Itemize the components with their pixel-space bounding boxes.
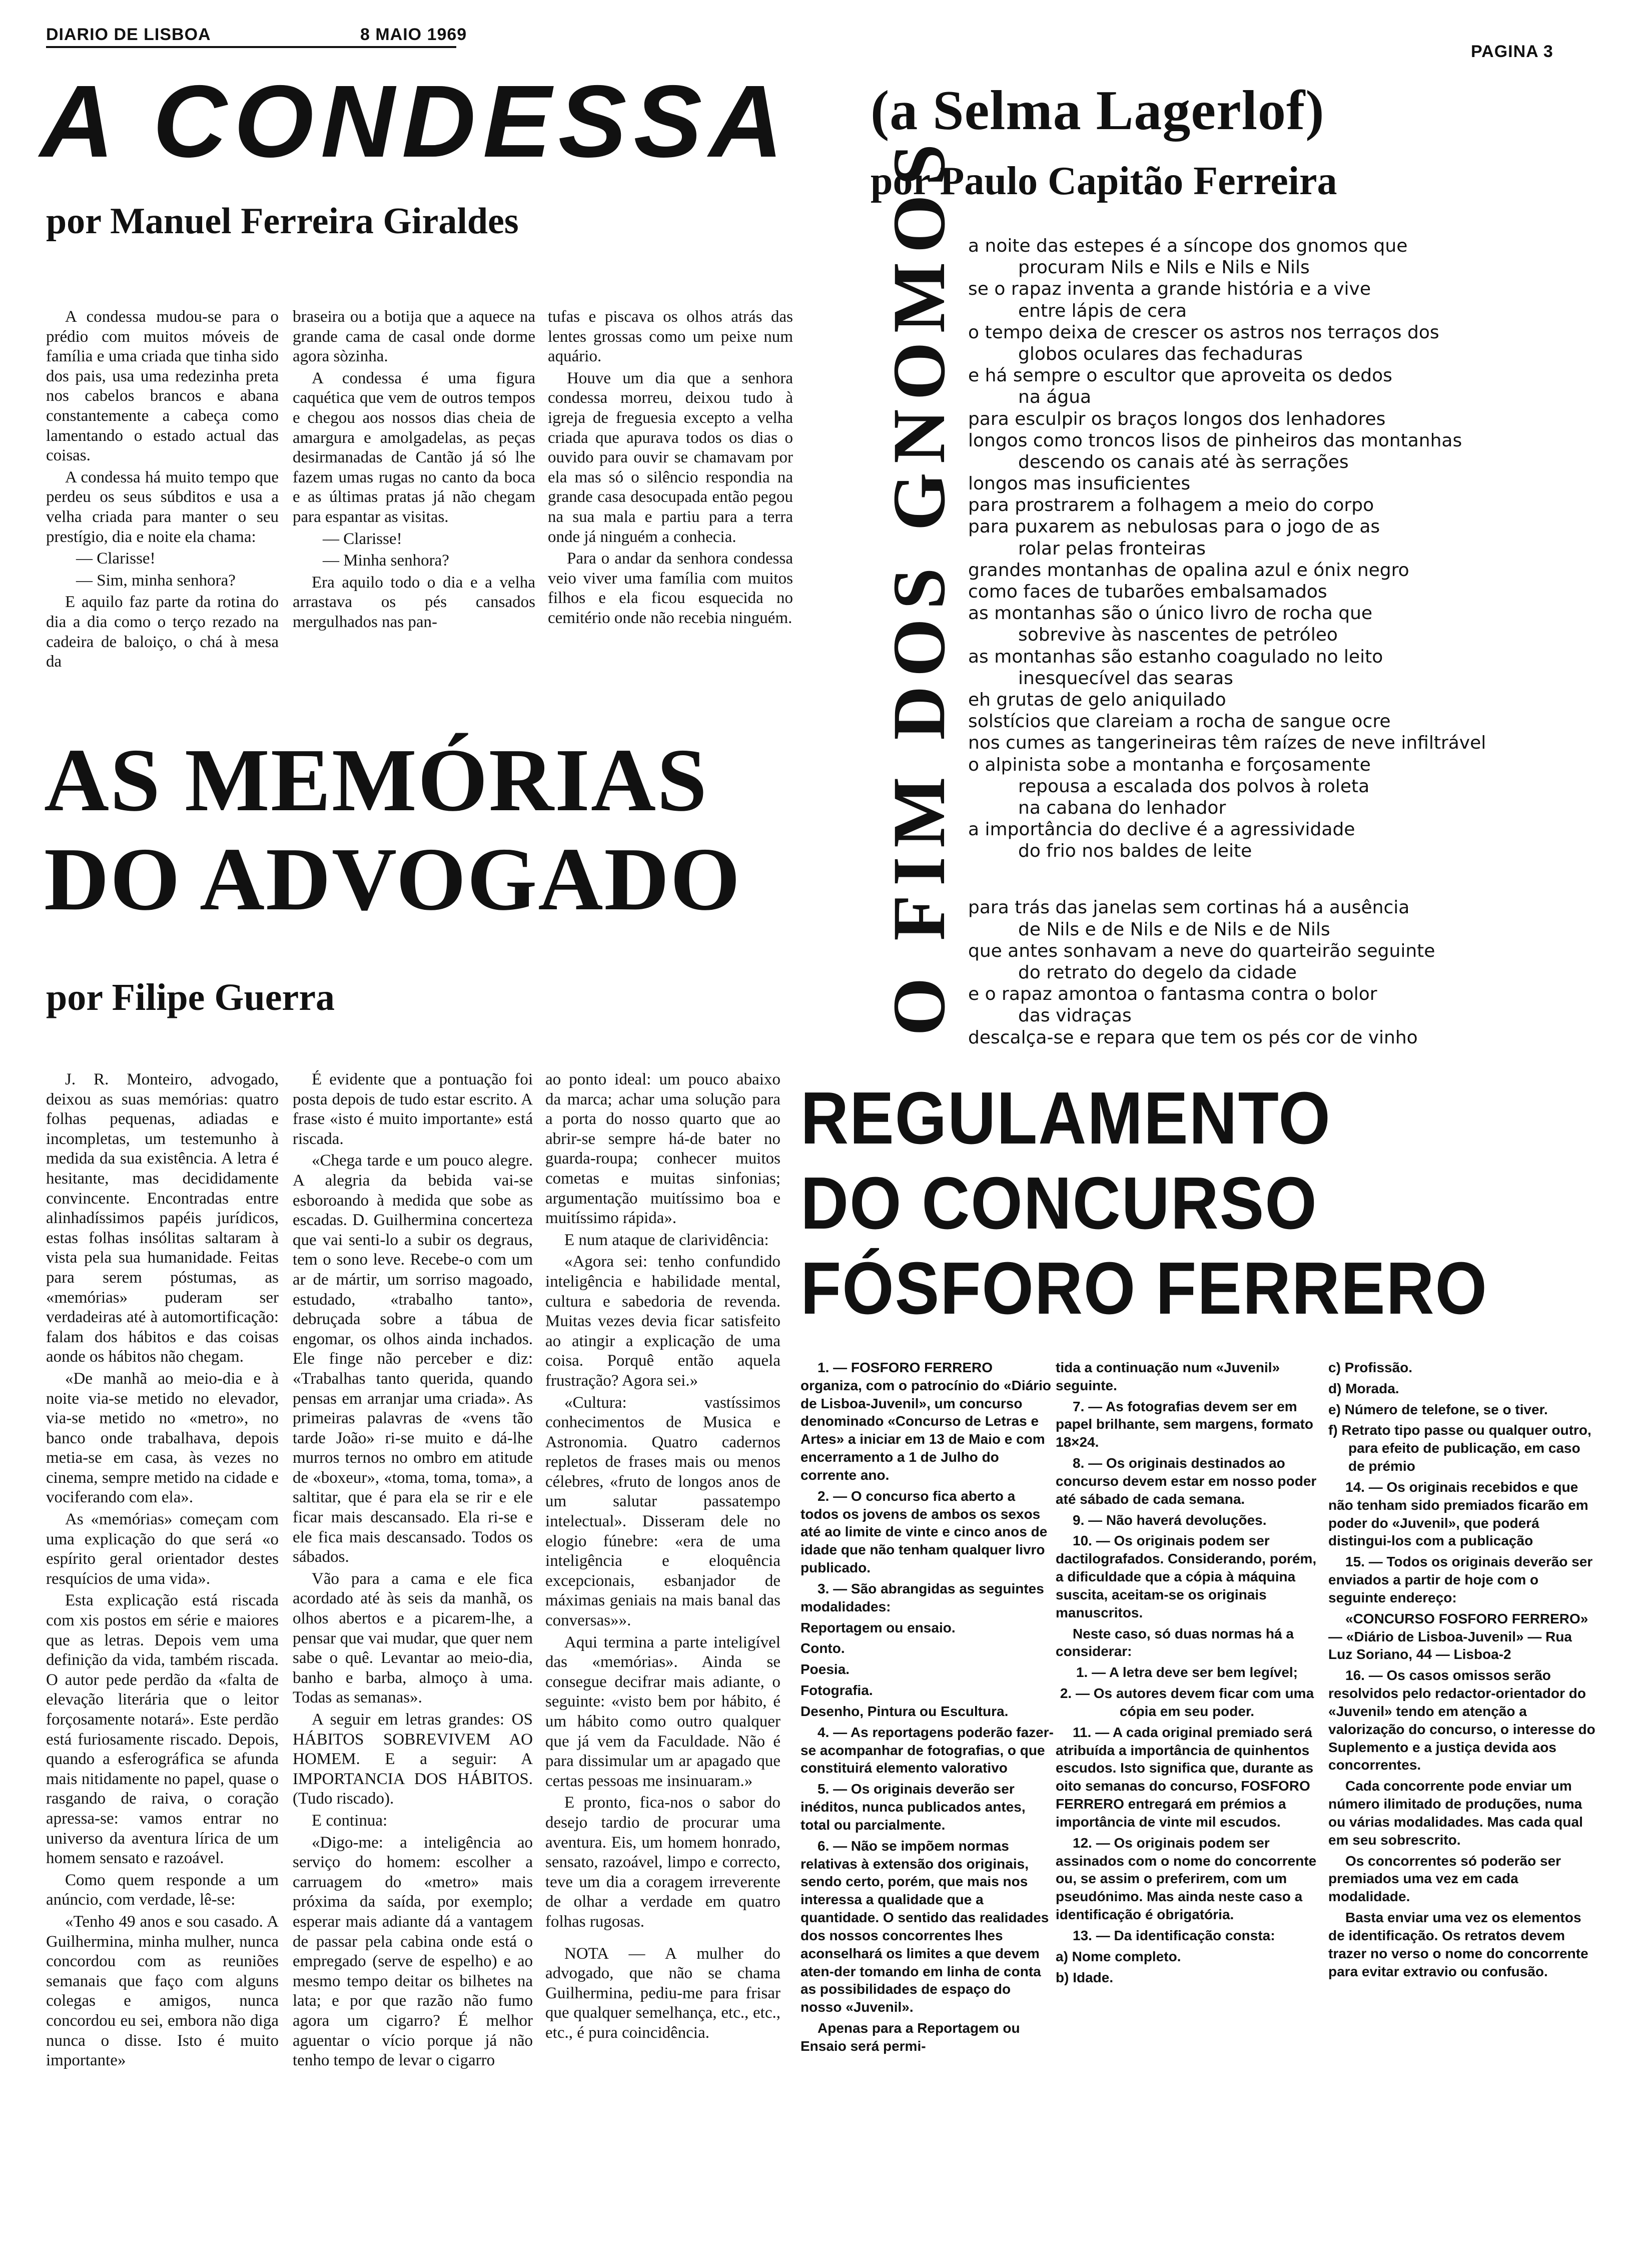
title-line: REGULAMENTO bbox=[800, 1077, 1331, 1160]
rule-paragraph: 16. — Os casos omissos serão resolvidos pelo redactor-orientador do «Juvenil» tendo em atenção a valorização do concurso, o interesse do Suplemento e a justiça devida aos concorrentes. bbox=[1328, 1667, 1595, 1773]
regulamento-column-1 bbox=[800, 1359, 1056, 2058]
poem-line: grandes montanhas de opalina azul e ónix negro bbox=[968, 559, 1409, 581]
poem-line: para prostrarem a folhagem a meio do corpo bbox=[968, 495, 1374, 516]
title-line: DO CONCURSO bbox=[800, 1162, 1318, 1245]
poem-line: na água bbox=[1018, 387, 1092, 408]
dialogue-line: — Sim, minha senhora? bbox=[76, 571, 236, 590]
paragraph: E num ataque de clarividência: bbox=[564, 1231, 769, 1249]
byline-memorias: por Filipe Guerra bbox=[46, 976, 335, 1018]
rule-paragraph: d) Morada. bbox=[1328, 1380, 1399, 1396]
poem-line: repousa a escalada dos polvos à roleta bbox=[1018, 776, 1370, 797]
byline-poem: por Paulo Capitão Ferreira bbox=[871, 159, 1337, 203]
paragraph: «De manhã ao meio-dia e à noite via-se metido no elevador, via-se metido no «metro», no banco onde trabalhava, depois metia-se em casa, às vezes no cinema, sempre metido na cidade e vociferando com ela». bbox=[46, 1369, 279, 1507]
rule-paragraph: 9. — Não haverá devoluções. bbox=[1073, 1512, 1267, 1528]
poem-line: a importância do declive é a agressividade bbox=[968, 819, 1355, 840]
story-title-condessa: A CONDESSA bbox=[40, 64, 790, 179]
title-line: AS MEMÓRIAS bbox=[44, 730, 708, 830]
rule-paragraph: «CONCURSO FOSFORO FERRERO» — «Diário de Lisboa-Juvenil» — Rua Luz Soriano, 44 — Lisboa-2 bbox=[1328, 1610, 1588, 1662]
poem-line: do retrato do degelo da cidade bbox=[1018, 962, 1297, 983]
rule-paragraph: Fotografia. bbox=[800, 1682, 873, 1698]
poem-line: solstícios que clareiam a rocha de sangue ocre bbox=[968, 711, 1391, 732]
poem-line: que antes sonhavam a neve do quarteirão seguinte bbox=[968, 940, 1435, 961]
rule-paragraph: 7. — As fotografias devem ser em papel brilhante, sem margens, formato 18×24. bbox=[1056, 1398, 1314, 1450]
masthead-rule bbox=[46, 46, 456, 48]
poem-line: de Nils e de Nils e de Nils e de Nils bbox=[1018, 919, 1330, 940]
paragraph: «Chega tarde e um pouco alegre. A alegria da bebida vai-se esboroando à medida que sobe as escadas. D. Guilhermina concerteza que vai senti-lo a subir os degraus, tem o sono leve. Recebe-o com um ar de mártir, um sorriso magoado, estudado, «trabalho tanto», debruçada sobre a tábua de engomar, os olhos ainda inchados. Ele finge não perceber e diz: «Trabalhas tanto querida, quando pensas em arranjar uma criada». As primeiras palavras de «vens tão tarde João» ri-se muito e dá-lhe murros ternos no ombro em atitude de «boxeur», «toma, toma, toma», a saltitar, que é para ela se rir e ele ficar mais descansado. Ela ri-se e ele fica mais descansado. Todos os sábados. bbox=[293, 1152, 533, 1566]
poem-line: inesquecível das searas bbox=[1018, 668, 1233, 689]
issue-date: 8 MAIO 1969 bbox=[360, 25, 467, 44]
rule-paragraph: 12. — Os originais podem ser assinados com o nome do concorrente ou, se assim o preferirem, com um pseudónimo. Mas ainda neste caso a identificação é obrigatória. bbox=[1056, 1835, 1317, 1923]
rule-paragraph: 8. — Os originais destinados ao concurso devem estar em nosso poder até sábado de cada semana. bbox=[1056, 1455, 1317, 1507]
newspaper-masthead bbox=[46, 25, 211, 45]
poem-line: como faces de tubarões embalsamados bbox=[968, 582, 1327, 602]
rule-paragraph: Basta enviar uma vez os elementos de identificação. Os retratos devem trazer no verso o nome do concorrente para evitar extravio ou confusão. bbox=[1328, 1910, 1588, 1979]
poem-line: para trás das janelas sem cortinas há a ausência bbox=[968, 897, 1410, 918]
poem-vertical-title: O FIM DOS GNOMOS bbox=[878, 135, 961, 1036]
poem-line: procuram Nils e Nils e Nils e Nils bbox=[1018, 257, 1310, 278]
rule-paragraph: Apenas para a Reportagem ou Ensaio será permi- bbox=[800, 2020, 1020, 2054]
paragraph: Houve um dia que a senhora condessa morreu, deixou tudo à igreja de freguesia excepto a velha criada que apurava todos os dias o ouvido para ouvir se chamavam por ela mas só o silêncio respondia na grande casa desocupada então pegou na sua mala e partiu para a terra onde já ninguém a conhecia. bbox=[548, 369, 793, 546]
rule-paragraph: a) Nome completo. bbox=[1056, 1948, 1181, 1964]
rule-paragraph: 6. — Não se impõem normas relativas à extensão dos originais, sendo certo, porém, que mais nos interessa a qualidade que a quantidade. O sentido das realidades dos nossos concorrentes lhes aconselhará os limites a que devem aten-der tomando em linha de conta as possibilidades de espaço do nosso «Juvenil». bbox=[800, 1838, 1049, 2015]
rule-paragraph: 1. — FOSFORO FERRERO organiza, com o patrocínio do «Diário de Lisboa-Juvenil», um concurso denominado «Concurso de Letras e Artes» a iniciar em 13 de Maio e com encerramento a 1 de Julho do corrente ano. bbox=[800, 1360, 1051, 1483]
poem-stanza-1 bbox=[968, 235, 1628, 862]
rule-paragraph: Reportagem ou ensaio. bbox=[800, 1619, 956, 1635]
poem-line: a noite das estepes é a síncope dos gnomos que bbox=[968, 236, 1408, 256]
rule-paragraph: Os concorrentes só poderão ser premiados uma vez em cada modalidade. bbox=[1328, 1853, 1561, 1905]
story-title-memorias bbox=[44, 731, 741, 929]
note-paragraph: NOTA — A mulher do advogado, que não se chama Guilhermina, pediu-me para frisar que qualquer semelhança, etc., etc., etc., é pura coincidência. bbox=[545, 1944, 780, 2042]
rule-paragraph: 1. — A letra deve ser bem legível; bbox=[1076, 1664, 1298, 1680]
poem-line: se o rapaz inventa a grande história e a vive bbox=[968, 279, 1371, 300]
memorias-column-2 bbox=[293, 1070, 533, 2073]
rule-paragraph: 2. — Os autores devem ficar com uma cópia em seu poder. bbox=[1060, 1685, 1314, 1719]
poem-line: e o rapaz amontoa o fantasma contra o bolor bbox=[968, 984, 1377, 1005]
poem-line: globos oculares das fechaduras bbox=[1018, 343, 1303, 364]
rule-paragraph: b) Idade. bbox=[1056, 1969, 1114, 1985]
paragraph: tufas e piscava os olhos atrás das lentes grossas como um peixe num aquário. bbox=[548, 308, 793, 366]
title-line: FÓSFORO FERRERO bbox=[800, 1247, 1488, 1330]
newspaper-name: DIARIO DE LISBOA bbox=[46, 25, 211, 44]
poem-line: para puxarem as nebulosas para o jogo de as bbox=[968, 516, 1380, 537]
poem-line: entre lápis de cera bbox=[1018, 300, 1187, 321]
paragraph: «Cultura: vastíssimos conhecimentos de Musica e Astronomia. Quatro cadernos repletos de frases mais ou menos célebres, «fruto de longos anos de um salutar passatempo intelectual». Disseram dele no elogio fúnebre: «era de uma inteligência e eloquência excepcionais, esbanjador de máximas geniais na mais banal das conversas»». bbox=[545, 1393, 780, 1630]
story-title-regulamento bbox=[800, 1076, 1488, 1332]
poem-body bbox=[968, 235, 1628, 1048]
poem-line: para esculpir os braços longos dos lenhadores bbox=[968, 408, 1386, 429]
dialogue-line: — Clarisse! bbox=[323, 529, 402, 548]
poem-line: na cabana do lenhador bbox=[1018, 797, 1226, 818]
rule-paragraph: 4. — As reportagens poderão fazer-se acompanhar de fotografias, o que constituirá elemento valorativo bbox=[800, 1724, 1054, 1776]
poem-line: e há sempre o escultor que aproveita os dedos bbox=[968, 365, 1392, 386]
rule-paragraph: Poesia. bbox=[800, 1661, 850, 1677]
poem-line: do frio nos baldes de leite bbox=[1018, 841, 1252, 862]
poem-line: das vidraças bbox=[1018, 1005, 1132, 1026]
paragraph: E aquilo faz parte da rotina do dia a dia como o terço rezado na cadeira de baloiço, o chá à mesa da bbox=[46, 593, 279, 671]
poem-line: eh grutas de gelo aniquilado bbox=[968, 689, 1226, 710]
paragraph: ao ponto ideal: um pouco abaixo da marca; achar uma solução para a porta do nosso quarto que ao abrir-se sempre há-de bater no guarda-roupa; conhecer muitos cometas e muitas sinfonias; argumentação muitíssimo boa e muitíssimo rápida». bbox=[545, 1070, 780, 1228]
dialogue-line: — Clarisse! bbox=[76, 549, 156, 568]
poem-stanza-2 bbox=[968, 897, 1628, 1048]
rule-paragraph: 10. — Os originais podem ser dactilografados. Considerando, porém, a dificuldade que a cópia à máquina suscita, aceitam-se os originais manuscritos. bbox=[1056, 1533, 1317, 1620]
poem-line: longos mas insuficientes bbox=[968, 473, 1191, 494]
poem-line: descalça-se e repara que tem os pés cor de vinho bbox=[968, 1027, 1418, 1048]
rule-paragraph: c) Profissão. bbox=[1328, 1360, 1413, 1375]
rule-paragraph: f) Retrato tipo passe ou qualquer outro, para efeito de publicação, em caso de prémio bbox=[1328, 1422, 1591, 1474]
paragraph: Para o andar da senhora condessa veio viver uma família com muitos filhos e ela ficou esquecida no cemitério onde não recebia ninguém. bbox=[548, 549, 793, 627]
paragraph: Como quem responde a um anúncio, com verdade, lê-se: bbox=[46, 1871, 279, 1909]
byline-condessa: por Manuel Ferreira Giraldes bbox=[46, 201, 519, 242]
paragraph: «Agora sei: tenho confundido inteligência e habilidade mental, cultura e sabedoria de revenda. Muitas vezes devia ficar satisfeito ao atingir a explicação de uma coisa. Porquê então aquela frustração? Agora sei.» bbox=[545, 1253, 780, 1390]
paragraph: «Digo-me: a inteligência ao serviço do homem: escolher a carruagem do «metro» mais próxima da saída, por exemplo; esperar mais adiante dá a vantagem de passar pela cabina onde está o empregado (serve de espelho) e ao mesmo tempo deitar os bilhetes na lata; e por que razão não fumo agora um cigarro? É melhor aguentar o vício porque já não tenho tempo de levar o cigarro bbox=[293, 1833, 533, 2070]
rule-paragraph: Desenho, Pintura ou Escultura. bbox=[800, 1703, 1009, 1719]
poem-line: rolar pelas fronteiras bbox=[1018, 538, 1206, 559]
paragraph: braseira ou a botija que a aquece na grande cama de casal onde dorme agora sòzinha. bbox=[293, 308, 535, 366]
paragraph: A seguir em letras grandes: OS HÁBITOS SOBREVIVEM AO HOMEM. E a seguir: A IMPORTANCIA DOS HÁBITOS. (Tudo riscado). bbox=[293, 1711, 533, 1808]
rule-paragraph: Cada concorrente pode enviar um número ilimitado de produções, numa ou várias modalidades. Mas cada qual em seu sobrescrito. bbox=[1328, 1778, 1583, 1848]
poem-line: o alpinista sobe a montanha e forçosamente bbox=[968, 754, 1371, 775]
condessa-column-1 bbox=[46, 307, 279, 674]
dialogue-line: — Minha senhora? bbox=[323, 551, 449, 570]
poem-line: as montanhas são o único livro de rocha que bbox=[968, 603, 1373, 624]
poem-line: as montanhas são estanho coagulado no leito bbox=[968, 646, 1383, 667]
rule-paragraph: 11. — A cada original premiado será atribuída a importância de quinhentos escudos. Isto significa que, durante as oito semanas do concurso, FOSFORO FERRERO entregará em prémios a importância de vinte mil escudos. bbox=[1056, 1724, 1314, 1830]
paragraph: Era aquilo todo o dia e a velha arrastava os pés cansados mergulhados nas pan- bbox=[293, 573, 535, 631]
poem-subtitle: (a Selma Lagerlof) bbox=[871, 80, 1325, 142]
paragraph: Esta explicação está riscada com xis postos em série e maiores que as letras. Depois vem uma definição da vida, também riscada. O autor pede perdão da «falta de elevação literária que o leitor forçosamente notará». Este perdão está furiosamente riscado. Depois, quando a esferográfica se afunda mais nitidamente no papel, quase o rasgando de raiva, o coração apressa-se: vamos entrar no universo da aventura lírica de um homem sensato e razoável. bbox=[46, 1591, 279, 1868]
poem-line: nos cumes as tangerineiras têm raízes de neve infiltrável bbox=[968, 733, 1486, 754]
rule-paragraph: 5. — Os originais deverão ser inéditos, nunca publicados antes, total ou parcialmente. bbox=[800, 1781, 1026, 1833]
paragraph: É evidente que a pontuação foi posta depois de tudo estar escrito. A frase «isto é muito importante» está riscada. bbox=[293, 1070, 533, 1148]
rule-paragraph: 14. — Os originais recebidos e que não tenham sido premiados ficarão em poder do «Juvenil», que poderá distingui-los com a publicação bbox=[1328, 1479, 1588, 1549]
stanza-break bbox=[968, 862, 1628, 897]
rule-paragraph: 3. — São abrangidas as seguintes modalidades: bbox=[800, 1580, 1044, 1614]
paragraph: E continua: bbox=[312, 1811, 388, 1830]
regulamento-column-3 bbox=[1328, 1359, 1598, 1983]
paragraph: E pronto, fica-nos o sabor do desejo tardio de procurar uma aventura. Eis, um homem honrado, sensato, razoável, limpo e correcto, teve um dia a coragem irreverente de olhar a verdade em quatro folhas rugosas. bbox=[545, 1794, 780, 1931]
rule-paragraph: tida a continuação num «Juvenil» seguinte. bbox=[1056, 1360, 1280, 1393]
poem-line: longos como troncos lisos de pinheiros das montanhas bbox=[968, 430, 1462, 451]
paragraph: «Tenho 49 anos e sou casado. A Guilhermina, minha mulher, nunca concordou com as reuniões semanais que faço com alguns colegas e amigos, nunca concordou eu sei, embora não diga nunca o disse. Isto é muito importante» bbox=[46, 1912, 279, 2070]
rule-paragraph: 13. — Da identificação consta: bbox=[1073, 1927, 1275, 1943]
condessa-column-2 bbox=[293, 307, 535, 635]
poem-line: sobrevive às nascentes de petróleo bbox=[1018, 625, 1338, 646]
regulamento-column-2 bbox=[1056, 1359, 1318, 1989]
rule-paragraph: e) Número de telefone, se o tiver. bbox=[1328, 1401, 1548, 1417]
paragraph: A condessa há muito tempo que perdeu os seus súbditos e usa a velha criada para manter o seu prestígio, dia e noite ela chama: bbox=[46, 468, 279, 546]
rule-paragraph: 2. — O concurso fica aberto a todos os jovens de ambos os sexos até ao limite de vinte e cinco anos de idade que não tenham qualquer livro publicado. bbox=[800, 1488, 1048, 1576]
paragraph: J. R. Monteiro, advogado, deixou as suas memórias: quatro folhas pequenas, adiadas e incompletas, um testemunho à medida da sua existência. A letra é hesitante, mas decididamente convincente. Encontradas entre alinhadíssimos papéis jurídicos, estas folhas insólitas saltaram à vista pela sua humanidade. Feitas para serem póstumas, as «memórias» puderam ser verdadeiras até à automortificação: falam dos hábitos e das coisas aonde os hábitos não chegam. bbox=[46, 1070, 279, 1366]
paragraph: Vão para a cama e ele fica acordado até às seis da manhã, os olhos abertos e a picarem-lhe, a pensar que vai mudar, que quer nem sabe o quê. Levantar ao meio-dia, banho e barba, almoço à uma. Todas as semanas». bbox=[293, 1569, 533, 1707]
page-number: PAGINA 3 bbox=[1471, 42, 1553, 61]
memorias-column-3 bbox=[545, 1070, 780, 2045]
paragraph: A condessa é uma figura caquética que vem de outros tempos e chegou aos nossos dias cheia de amargura e amolgadelas, as peças desirmanadas de Cantão já só lhe fazem umas rugas no canto da boca e as últimas pratas já não chegam para espantar as visitas. bbox=[293, 369, 535, 526]
rule-paragraph: Neste caso, só duas normas há a considerar: bbox=[1056, 1625, 1294, 1659]
rule-paragraph: Conto. bbox=[800, 1640, 845, 1656]
paragraph: Aqui termina a parte inteligível das «memórias». Ainda se consegue decifrar mais adiante, o seguinte: «visto bem por hábito, é um hábito como outro qualquer que já vem da Faculdade. Não é para dissimular um ar apagado que certas pessoas me insinuaram.» bbox=[545, 1633, 780, 1790]
memorias-column-1 bbox=[46, 1070, 279, 2073]
paragraph: As «memórias» começam com uma explicação do que será «o espírito geral orientador destes resquícios de uma vida». bbox=[46, 1510, 279, 1588]
poem-line: o tempo deixa de crescer os astros nos terraços dos bbox=[968, 322, 1439, 343]
title-line: DO ADVOGADO bbox=[44, 829, 741, 929]
condessa-column-3 bbox=[548, 307, 793, 631]
rule-paragraph: 15. — Todos os originais deverão ser enviados a partir de hoje com o seguinte endereço: bbox=[1328, 1554, 1593, 1605]
poem-line: descendo os canais até às serrações bbox=[1018, 451, 1349, 472]
paragraph: A condessa mudou-se para o prédio com muitos móveis de família e uma criada que tinha sido dos pais, usa uma redezinha preta nos cabelos brancos e abana constantemente a cabeça como lamentando o estado actual das coisas. bbox=[46, 308, 279, 465]
